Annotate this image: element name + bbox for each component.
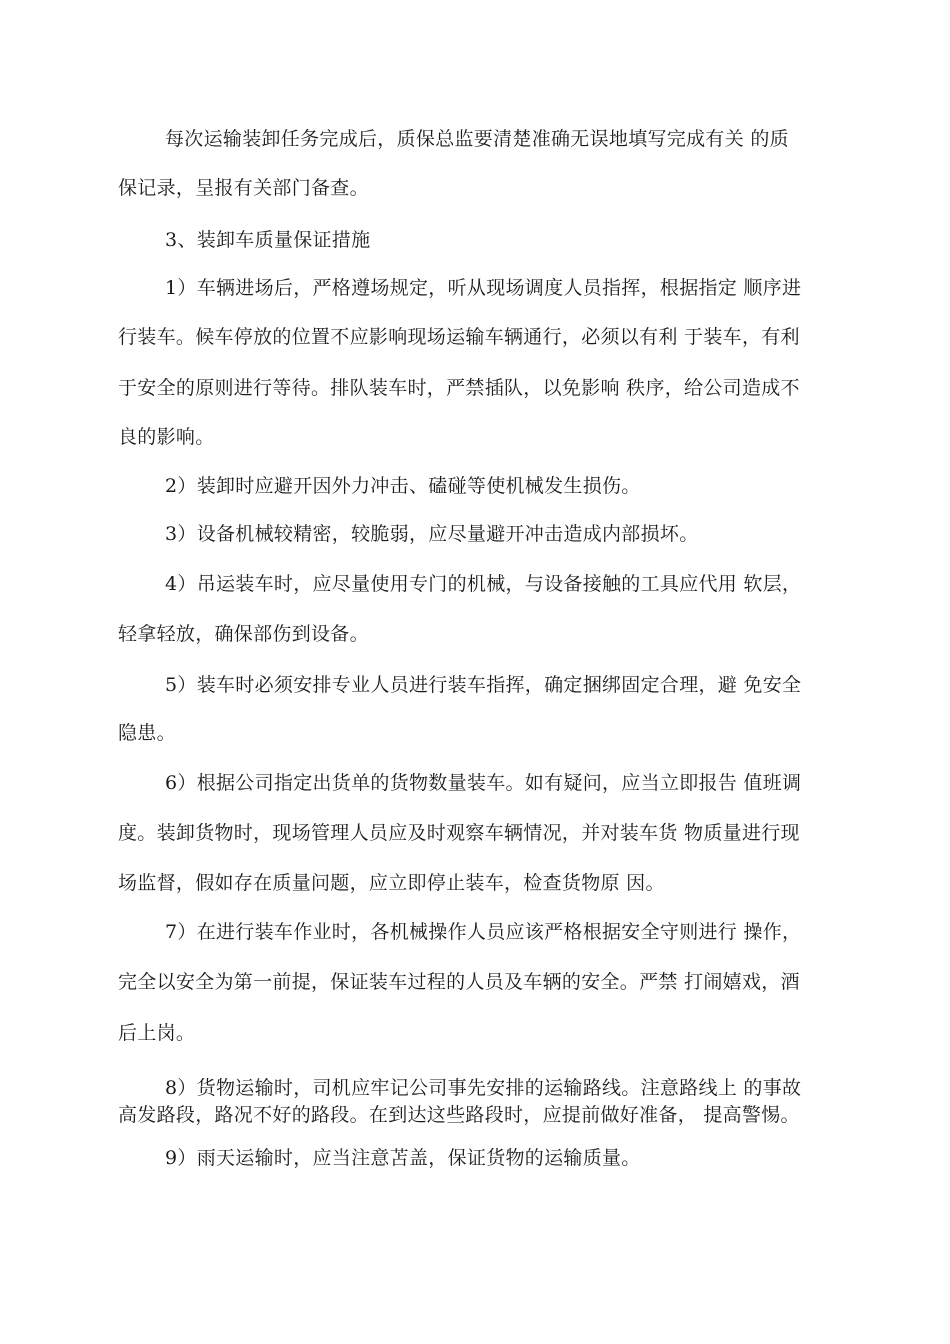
- text-line: 高发路段，路况不好的路段。在到达这些路段时，应提前做好准备， 提高警惕。: [118, 1104, 800, 1126]
- text-line: 1）车辆进场后，严格遵场规定，听从现场调度人员指挥，根据指定 顺序进: [165, 277, 802, 299]
- text-line: 每次运输装卸任务完成后，质保总监要清楚准确无误地填写完成有关 的质: [165, 128, 789, 150]
- text-line: 保记录，呈报有关部门备查。: [118, 177, 369, 199]
- text-line: 后上岗。: [118, 1022, 196, 1044]
- text-line: 完全以安全为第一前提，保证装车过程的人员及车辆的安全。严禁 打闹嬉戏，酒: [118, 971, 800, 993]
- text-line: 度。装卸货物时，现场管理人员应及时观察车辆情况，并对装车货 物质量进行现: [118, 822, 800, 844]
- text-line: 9）雨天运输时，应当注意苫盖，保证货物的运输质量。: [165, 1147, 641, 1169]
- text-line: 隐患。: [118, 722, 176, 744]
- text-line: 3）设备机械较精密，较脆弱，应尽量避开冲击造成内部损坏。: [165, 523, 699, 545]
- text-line: 6）根据公司指定出货单的货物数量装车。如有疑问，应当立即报告 值班调: [165, 772, 802, 794]
- text-line: 轻拿轻放，确保部伤到设备。: [118, 623, 369, 645]
- section-heading-text: 3、装卸车质量保证措施: [165, 229, 371, 251]
- text-line: 行装车。候车停放的位置不应影响现场运输车辆通行，必须以有利 于装车，有利: [118, 326, 800, 348]
- text-line: 8）货物运输时，司机应牢记公司事先安排的运输路线。注意路线上 的事故: [165, 1077, 802, 1099]
- text-line: 场监督，假如存在质量问题，应立即停止装车，检查货物原 因。: [118, 872, 665, 894]
- text-line: 2）装卸时应避开因外力冲击、磕碰等使机械发生损伤。: [165, 475, 641, 497]
- text-line: 良的影响。: [118, 426, 215, 448]
- text-line: 7）在进行装车作业时，各机械操作人员应该严格根据安全守则进行 操作，: [165, 921, 802, 943]
- text-line: 于安全的原则进行等待。排队装车时，严禁插队，以免影响 秩序，给公司造成不: [118, 377, 800, 399]
- text-line: 4）吊运装车时，应尽量使用专门的机械，与设备接触的工具应代用 软层，: [165, 573, 802, 595]
- text-line: 5）装车时必须安排专业人员进行装车指挥，确定捆绑固定合理，避 免安全: [165, 674, 802, 696]
